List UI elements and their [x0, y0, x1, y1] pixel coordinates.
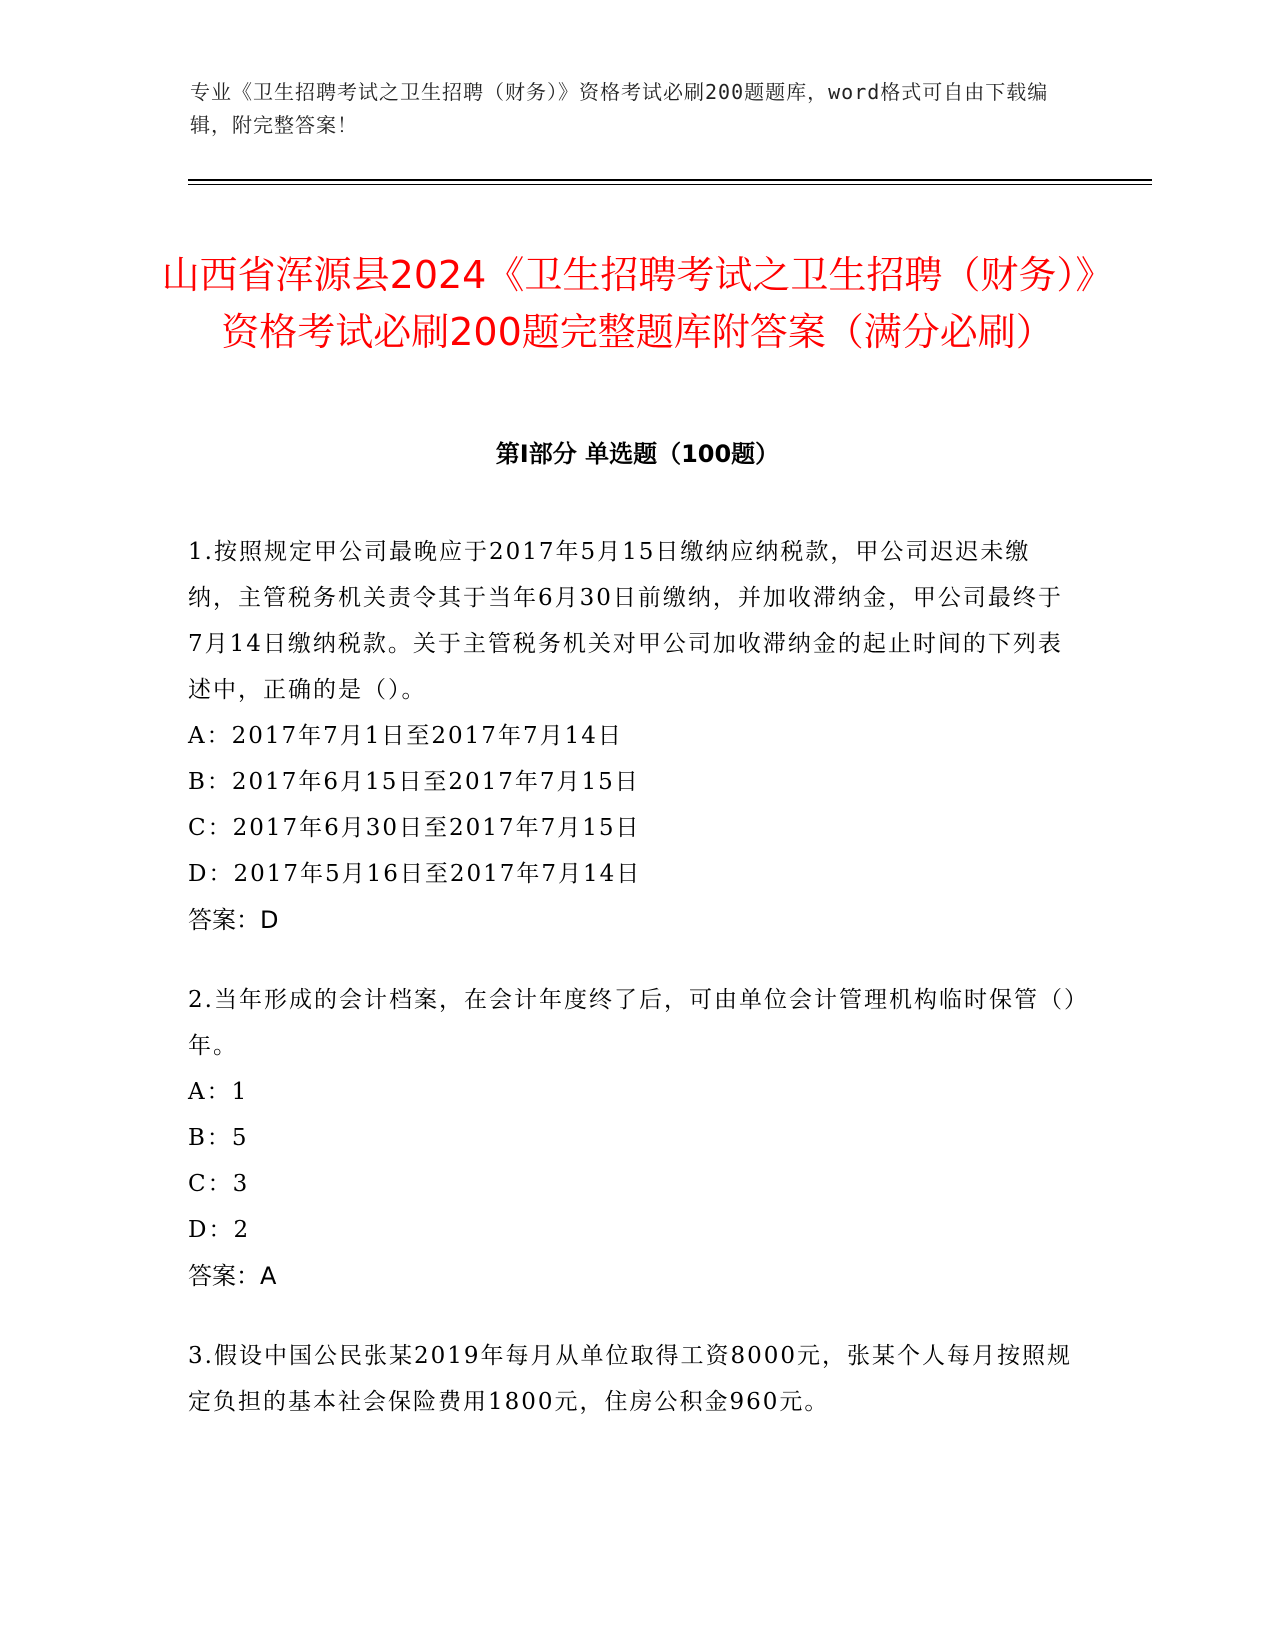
option-a: A：1	[188, 1079, 249, 1105]
answer-line: 答案：D	[188, 906, 279, 934]
question-3	[188, 1333, 1078, 1425]
question-stem: 1.按照规定甲公司最晚应于2017年5月15日缴纳应纳税款，甲公司迟迟未缴纳，主管税务机关责令其于当年6月30日前缴纳，并加收滞纳金，甲公司最终于7月14日缴纳税款。关于主管税务机关对甲公司加收滞纳金的起止时间的下列表述中，正确的是（）。	[188, 539, 1063, 703]
question-2	[188, 977, 1078, 1299]
option-d: D：2	[188, 1217, 251, 1243]
option-c: C：2017年6月30日至2017年7月15日	[188, 815, 641, 841]
question-stem: 3.假设中国公民张某2019年每月从单位取得工资8000元，张某个人每月按照规定负担的基本社会保险费用1800元，住房公积金960元。	[188, 1343, 1073, 1415]
answer-line: 答案：A	[188, 1262, 277, 1290]
option-d: D：2017年5月16日至2017年7月14日	[188, 861, 642, 887]
header-note: 专业《卫生招聘考试之卫生招聘（财务）》资格考试必刷200题题库，word格式可自由下载编辑，附完整答案！	[190, 80, 1049, 137]
header-rule-thick	[188, 179, 1152, 181]
document-title: 山西省浑源县2024《卫生招聘考试之卫生招聘（财务）》资格考试必刷200题完整题库附答案（满分必刷）	[161, 253, 1114, 355]
option-b: B：5	[188, 1125, 249, 1151]
question-stem: 2.当年形成的会计档案，在会计年度终了后，可由单位会计管理机构临时保管（）年。	[188, 987, 1078, 1059]
header-rule-thin	[188, 184, 1152, 185]
section-heading: 第Ⅰ部分 单选题（100题）	[495, 440, 780, 468]
option-a: A：2017年7月1日至2017年7月14日	[188, 723, 623, 749]
question-1	[188, 529, 1078, 943]
option-c: C：3	[188, 1171, 250, 1197]
option-b: B：2017年6月15日至2017年7月15日	[188, 769, 640, 795]
question-list	[188, 529, 1078, 1459]
